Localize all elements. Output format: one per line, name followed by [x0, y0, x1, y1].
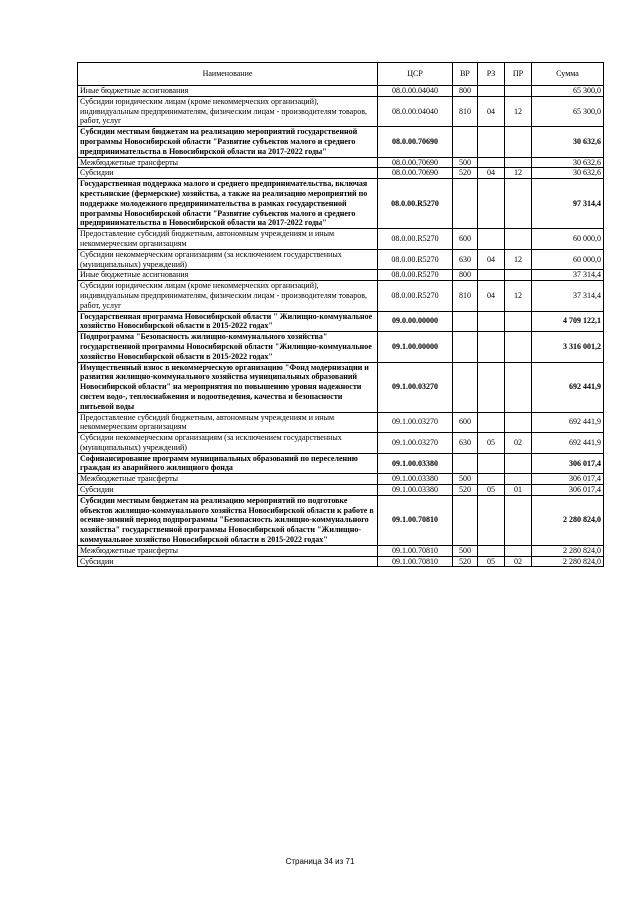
cell-rz [478, 127, 505, 157]
cell-vr [453, 495, 478, 545]
cell-name: Субсидии юридическим лицам (кроме некоммерческих организаций), индивидуальным предпринимателям, физическим лицам - производителям товаров, работ, услуг [78, 96, 378, 126]
page-footer: Страница 34 из 71 [285, 857, 355, 866]
cell-vr [453, 179, 478, 229]
cell-sum: 692 441,9 [532, 433, 604, 454]
cell-pr [505, 332, 532, 362]
table-row [78, 485, 604, 496]
table-row [78, 96, 604, 126]
cell-sum: 37 314,4 [532, 270, 604, 281]
cell-rz [478, 332, 505, 362]
cell-vr: 800 [453, 86, 478, 97]
cell-pr [505, 362, 532, 412]
cell-pr [505, 495, 532, 545]
header-pr: ПР [505, 63, 532, 86]
cell-vr: 520 [453, 556, 478, 567]
header-name: Наименование [78, 63, 378, 86]
cell-pr [505, 474, 532, 485]
table-row [78, 495, 604, 545]
cell-sum: 306 017,4 [532, 453, 604, 474]
table-row [78, 270, 604, 281]
table-row [78, 433, 604, 454]
cell-vr: 500 [453, 474, 478, 485]
cell-rz: 05 [478, 556, 505, 567]
table-row [78, 179, 604, 229]
cell-name: Субсидии местным бюджетам на реализацию мероприятий по подготовке объектов жилищно-коммунального хозяйства Новосибирской области к работе в осенне-зимний период подпрограммы "Безопасность жилищно-коммунального хозяйства" государственной программы Новосибирской области "Жилищно-коммунальное хозяйство Новосибирской области в 2015-2022 годах" [78, 495, 378, 545]
cell-sum: 30 632,6 [532, 157, 604, 168]
cell-csr: 09.1.00.70810 [378, 495, 453, 545]
cell-sum: 4 709 122,1 [532, 311, 604, 332]
budget-table [77, 62, 604, 567]
table-row [78, 249, 604, 270]
cell-name: Субсидии некоммерческим организациям (за исключением государственных (муниципальных) учреждений) [78, 249, 378, 270]
cell-sum: 3 316 001,2 [532, 332, 604, 362]
cell-rz [478, 229, 505, 250]
cell-sum: 692 441,9 [532, 412, 604, 433]
table-row [78, 311, 604, 332]
cell-vr [453, 453, 478, 474]
cell-rz [478, 157, 505, 168]
cell-sum: 2 280 824,0 [532, 556, 604, 567]
cell-sum: 306 017,4 [532, 474, 604, 485]
table-row [78, 281, 604, 311]
cell-vr [453, 127, 478, 157]
cell-rz [478, 311, 505, 332]
cell-name: Предоставление субсидий бюджетным, автономным учреждениям и иным некоммерческим организациям [78, 229, 378, 250]
cell-name: Государственная программа Новосибирской области " Жилищно-коммунальное хозяйство Новосибирской области в 2015-2022 годах" [78, 311, 378, 332]
cell-name: Субсидии местным бюджетам на реализацию мероприятий государственной программы Новосибирской области "Развитие субъектов малого и среднего предпринимательства в Новосибирской области на 2017-2022 годы" [78, 127, 378, 157]
cell-csr: 09.1.00.03270 [378, 362, 453, 412]
cell-sum: 65 300,0 [532, 96, 604, 126]
table-row [78, 157, 604, 168]
cell-rz: 04 [478, 281, 505, 311]
cell-sum: 2 280 824,0 [532, 495, 604, 545]
cell-name: Государственная поддержка малого и среднего предпринимательства, включая крестьянские (фермерские) хозяйства, а также на реализацию мероприятий по поддержке молодежного предпринимательства в рамках государственной программы Новосибирской области "Развитие субъектов малого и среднего предпринимательства в Новосибирской области на 2017-2022 годы" [78, 179, 378, 229]
cell-pr: 12 [505, 249, 532, 270]
table-row [78, 127, 604, 157]
cell-vr: 630 [453, 249, 478, 270]
cell-name: Софинансирование программ муниципальных образований по переселению граждан из аварийного жилищного фонда [78, 453, 378, 474]
cell-rz [478, 474, 505, 485]
cell-sum: 306 017,4 [532, 485, 604, 496]
table-row [78, 229, 604, 250]
cell-csr: 08.0.00.R5270 [378, 229, 453, 250]
cell-csr: 09.0.00.00000 [378, 311, 453, 332]
cell-name: Субсидии [78, 556, 378, 567]
cell-rz [478, 270, 505, 281]
cell-sum: 30 632,6 [532, 168, 604, 179]
cell-sum: 692 441,9 [532, 362, 604, 412]
cell-csr: 08.0.00.R5270 [378, 249, 453, 270]
cell-rz [478, 86, 505, 97]
cell-sum: 60 000,0 [532, 249, 604, 270]
table-body [78, 86, 604, 567]
cell-vr: 630 [453, 433, 478, 454]
cell-name: Субсидии юридическим лицам (кроме некоммерческих организаций), индивидуальным предпринимателям, физическим лицам - производителям товаров, работ, услуг [78, 281, 378, 311]
cell-rz [478, 412, 505, 433]
cell-rz: 05 [478, 485, 505, 496]
cell-csr: 08.0.00.70690 [378, 157, 453, 168]
cell-csr: 09.1.00.70810 [378, 556, 453, 567]
table-row [78, 453, 604, 474]
cell-sum: 30 632,6 [532, 127, 604, 157]
table-header-row [78, 63, 604, 86]
cell-name: Имущественный взнос в некоммерческую организацию "Фонд модернизации и развития жилищно-коммунального хозяйства муниципальных образований Новосибирской области" на мероприятия по повышению уровня надежности систем водо-, теплоснабжения и водоотведения, качества и безопасности питьевой воды [78, 362, 378, 412]
cell-name: Межбюджетные трансферты [78, 157, 378, 168]
cell-pr: 12 [505, 281, 532, 311]
table-row [78, 474, 604, 485]
cell-vr [453, 332, 478, 362]
cell-pr [505, 86, 532, 97]
cell-rz: 05 [478, 433, 505, 454]
cell-rz: 04 [478, 96, 505, 126]
cell-pr [505, 453, 532, 474]
cell-pr [505, 229, 532, 250]
table-row [78, 545, 604, 556]
cell-pr: 12 [505, 96, 532, 126]
header-rz: РЗ [478, 63, 505, 86]
cell-vr: 810 [453, 281, 478, 311]
header-sum: Сумма [532, 63, 604, 86]
cell-vr: 500 [453, 157, 478, 168]
cell-sum: 97 314,4 [532, 179, 604, 229]
cell-pr: 12 [505, 168, 532, 179]
cell-sum: 60 000,0 [532, 229, 604, 250]
table-row [78, 332, 604, 362]
header-vr: ВР [453, 63, 478, 86]
cell-pr: 02 [505, 556, 532, 567]
cell-pr: 02 [505, 433, 532, 454]
cell-csr: 08.0.00.04040 [378, 86, 453, 97]
cell-pr [505, 157, 532, 168]
cell-csr: 09.1.00.03270 [378, 412, 453, 433]
cell-rz [478, 495, 505, 545]
cell-csr: 09.1.00.03380 [378, 485, 453, 496]
cell-name: Иные бюджетные ассигнования [78, 270, 378, 281]
cell-name: Субсидии некоммерческим организациям (за исключением государственных (муниципальных) учреждений) [78, 433, 378, 454]
cell-rz [478, 179, 505, 229]
cell-name: Субсидии [78, 485, 378, 496]
cell-rz [478, 362, 505, 412]
cell-vr: 810 [453, 96, 478, 126]
cell-pr: 01 [505, 485, 532, 496]
cell-csr: 09.1.00.03380 [378, 474, 453, 485]
cell-sum: 37 314,4 [532, 281, 604, 311]
cell-name: Подпрограмма "Безопасность жилищно-коммунального хозяйства" государственной программы Новосибирской области "Жилищно-коммунальное хозяйство Новосибирской области в 2015-2022 годах" [78, 332, 378, 362]
cell-csr: 08.0.00.R5270 [378, 270, 453, 281]
header-csr: ЦСР [378, 63, 453, 86]
table-row [78, 86, 604, 97]
table-row [78, 168, 604, 179]
cell-vr [453, 311, 478, 332]
cell-sum: 2 280 824,0 [532, 545, 604, 556]
cell-pr [505, 127, 532, 157]
cell-csr: 08.0.00.R5270 [378, 179, 453, 229]
cell-csr: 08.0.00.70690 [378, 168, 453, 179]
cell-pr [505, 179, 532, 229]
cell-name: Межбюджетные трансферты [78, 545, 378, 556]
cell-csr: 09.1.00.70810 [378, 545, 453, 556]
cell-name: Межбюджетные трансферты [78, 474, 378, 485]
cell-name: Субсидии [78, 168, 378, 179]
cell-vr: 600 [453, 412, 478, 433]
cell-vr [453, 362, 478, 412]
cell-rz: 04 [478, 249, 505, 270]
cell-vr: 520 [453, 485, 478, 496]
cell-pr [505, 270, 532, 281]
cell-rz [478, 545, 505, 556]
table-row [78, 556, 604, 567]
cell-vr: 800 [453, 270, 478, 281]
cell-rz [478, 453, 505, 474]
cell-pr [505, 545, 532, 556]
cell-sum: 65 300,0 [532, 86, 604, 97]
cell-csr: 09.1.00.00000 [378, 332, 453, 362]
cell-csr: 09.1.00.03270 [378, 433, 453, 454]
table-row [78, 412, 604, 433]
cell-pr [505, 412, 532, 433]
cell-name: Предоставление субсидий бюджетным, автономным учреждениям и иным некоммерческим организациям [78, 412, 378, 433]
cell-vr: 600 [453, 229, 478, 250]
table-row [78, 362, 604, 412]
cell-csr: 08.0.00.04040 [378, 96, 453, 126]
cell-vr: 520 [453, 168, 478, 179]
cell-name: Иные бюджетные ассигнования [78, 86, 378, 97]
cell-csr: 08.0.00.R5270 [378, 281, 453, 311]
cell-csr: 09.1.00.03380 [378, 453, 453, 474]
cell-rz: 04 [478, 168, 505, 179]
cell-csr: 08.0.00.70690 [378, 127, 453, 157]
cell-pr [505, 311, 532, 332]
cell-vr: 500 [453, 545, 478, 556]
